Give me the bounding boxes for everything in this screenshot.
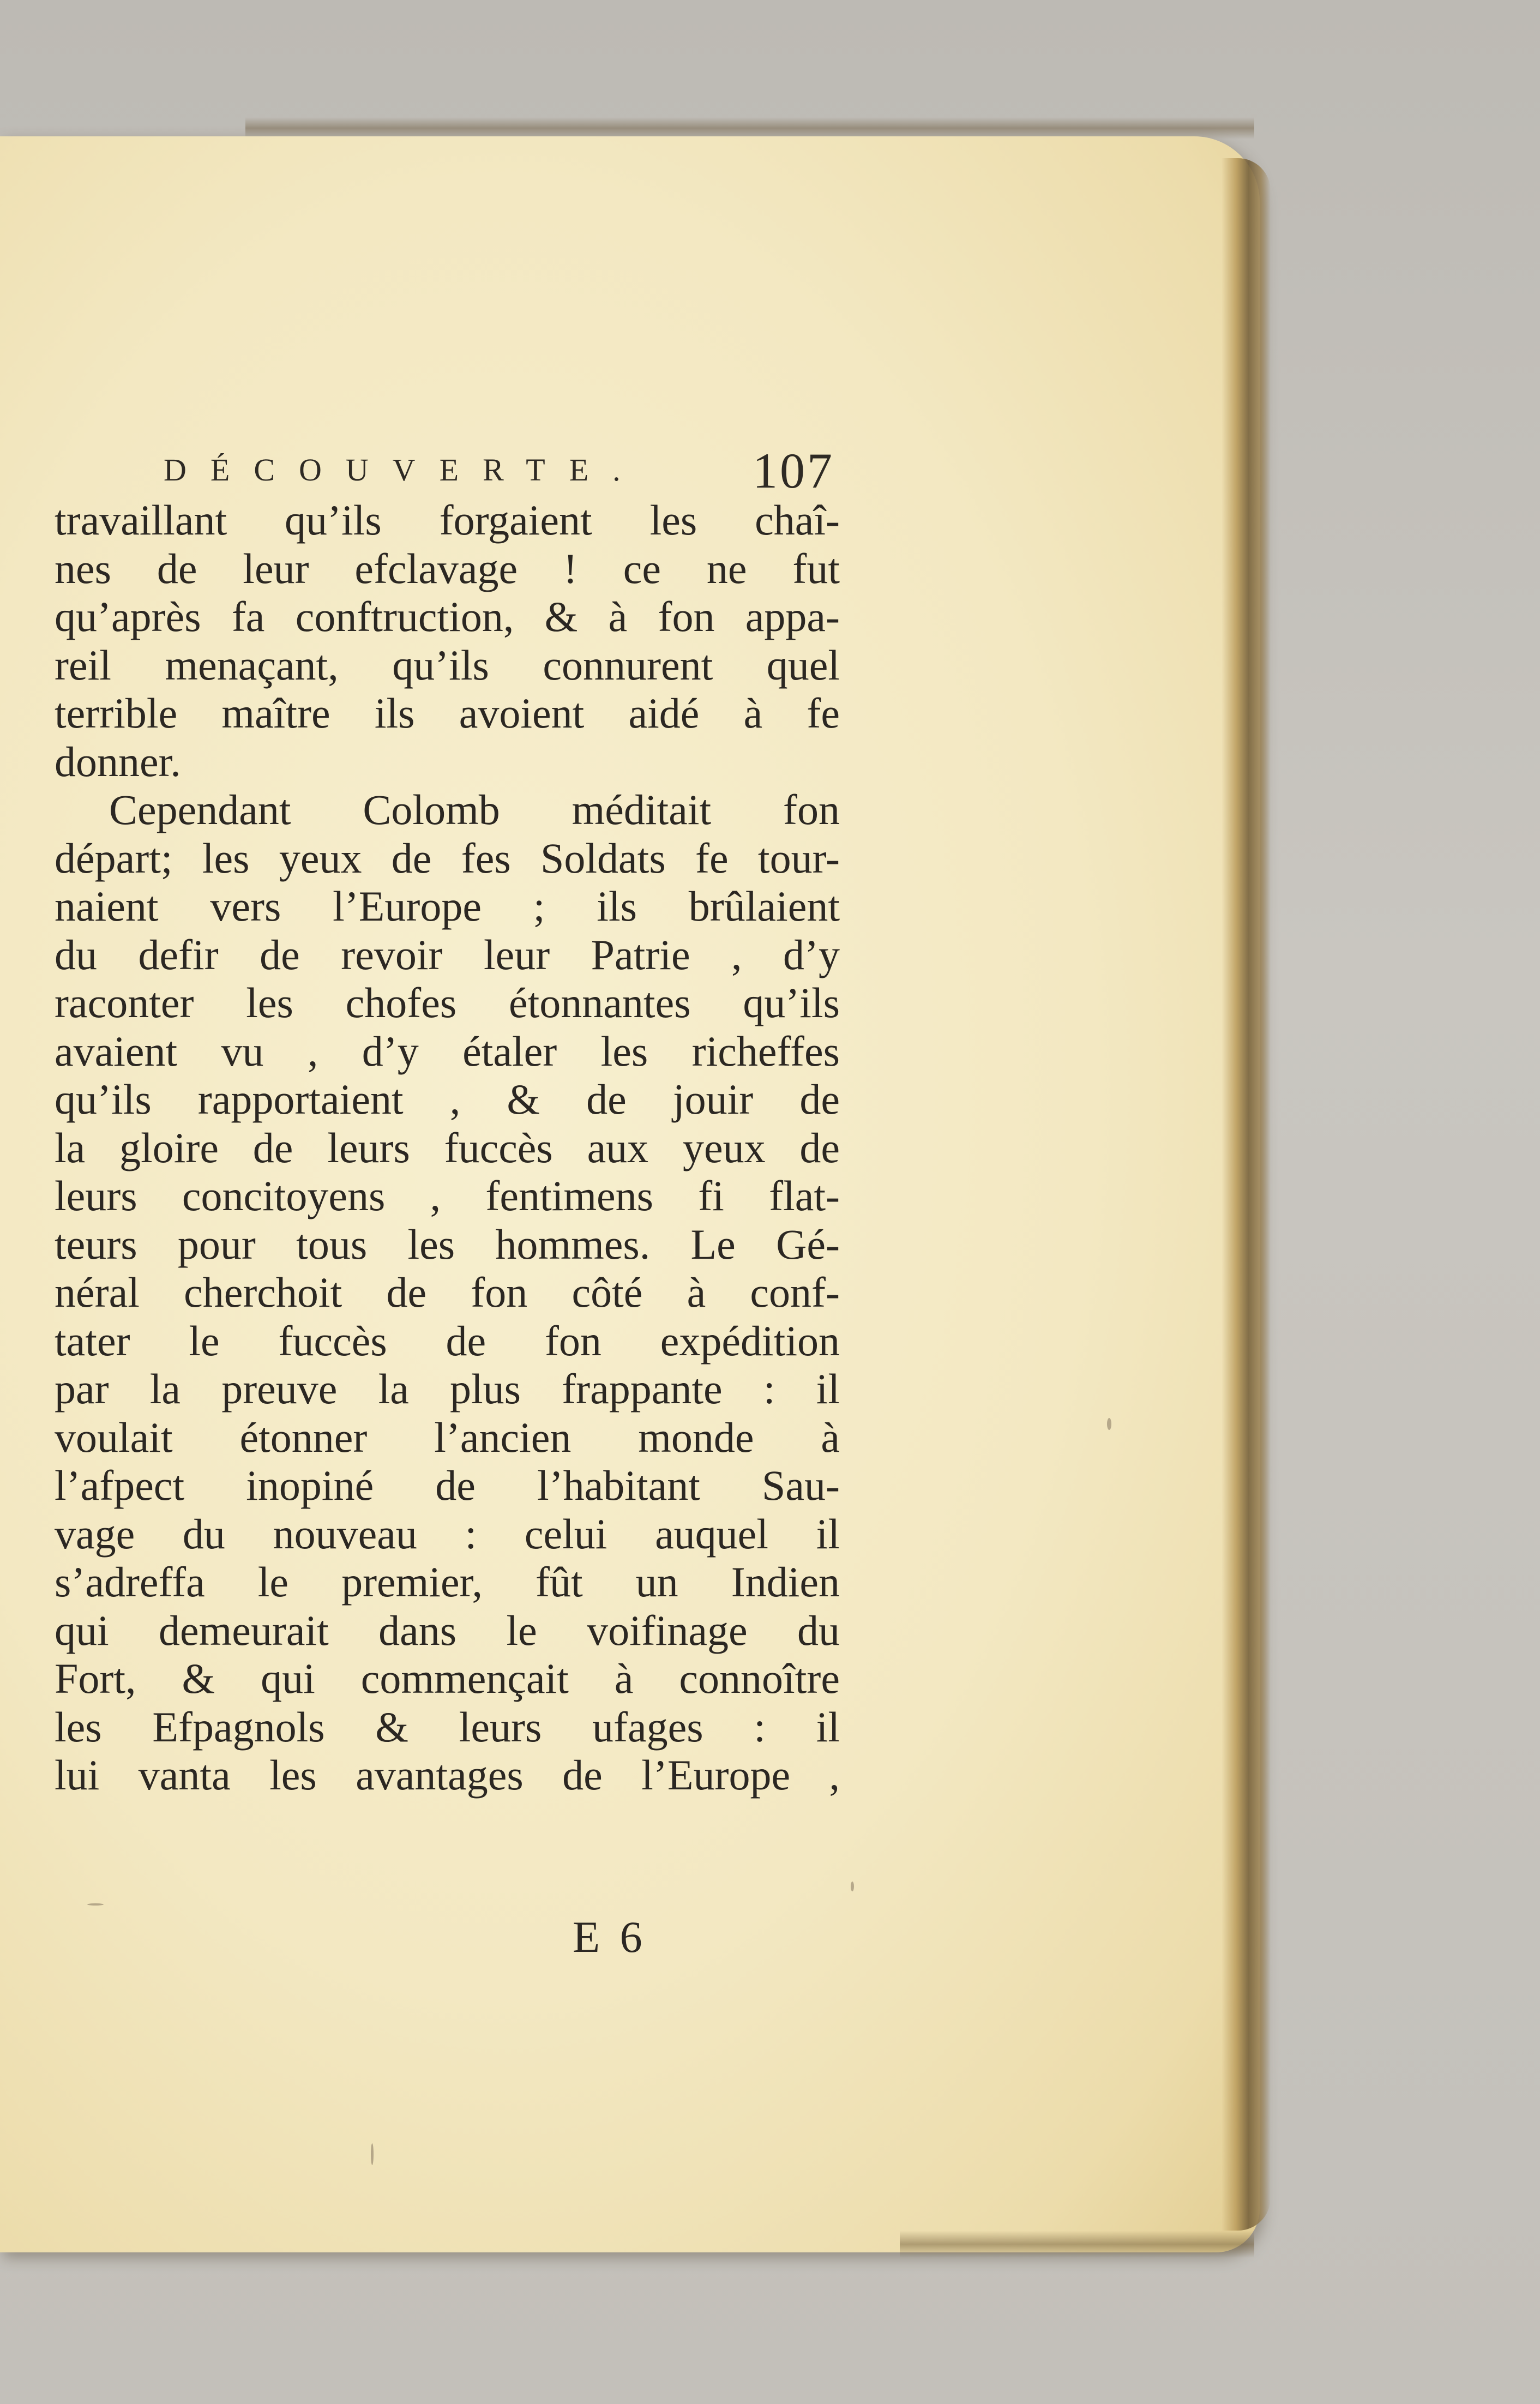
text-line: qu’après fa conftruction, & à fon appa-	[55, 593, 840, 640]
text-line: lui vanta les avantages de l’Europe ,	[55, 1751, 840, 1799]
text-line: raconter les chofes étonnantes qu’ils	[55, 979, 840, 1026]
text-line: vage du nouveau : celui auquel il	[55, 1510, 840, 1558]
text-line: leurs concitoyens , fentimens fi flat-	[55, 1172, 840, 1219]
body-text	[55, 496, 840, 1800]
signature-mark: E 6	[573, 1912, 647, 1962]
text-line: qui demeurait dans le voifinage du	[55, 1606, 840, 1654]
text-line: par la preuve la plus frappante : il	[55, 1365, 840, 1413]
running-head-title: DÉCOUVERTE.	[164, 452, 645, 488]
text-line: Cependant Colomb méditait fon	[109, 786, 840, 833]
text-line: l’afpect inopiné de l’habitant Sau-	[55, 1462, 840, 1509]
text-line: terrible maître ils avoient aidé à fe	[55, 689, 840, 737]
text-line: nes de leur efclavage ! ce ne fut	[55, 544, 840, 592]
paper-speck	[87, 1903, 104, 1906]
text-line: s’adreffa le premier, fût un Indien	[55, 1558, 840, 1606]
text-line: néral cherchoit de fon côté à conf-	[55, 1269, 840, 1316]
text-line: travaillant qu’ils forgaient les chaî-	[55, 496, 840, 544]
page-bottom-edge-shadow	[900, 2231, 1254, 2258]
text-line: départ; les yeux de fes Soldats fe tour-	[55, 834, 840, 882]
paper-speck	[1107, 1418, 1111, 1430]
text-line: les Efpagnols & leurs ufages : il	[55, 1703, 840, 1751]
text-line: naient vers l’Europe ; ils brûlaient	[55, 882, 840, 930]
page-top-edge-shadow	[245, 117, 1254, 139]
text-line: voulait étonner l’ancien monde à	[55, 1413, 840, 1461]
text-line: tater le fuccès de fon expédition	[55, 1317, 840, 1365]
text-line: avaient vu , d’y étaler les richeffes	[55, 1027, 840, 1075]
text-line: teurs pour tous les hommes. Le Gé-	[55, 1220, 840, 1268]
book-page	[0, 136, 1260, 2252]
page-fore-edge	[1222, 158, 1271, 2231]
text-line: qu’ils rapportaient , & de jouir de	[55, 1075, 840, 1123]
text-line: du defir de revoir leur Patrie , d’y	[55, 930, 840, 978]
text-line: la gloire de leurs fuccès aux yeux de	[55, 1123, 840, 1171]
paper-speck	[371, 2143, 374, 2165]
paper-speck	[851, 1882, 854, 1891]
running-head	[164, 442, 834, 502]
page-number: 107	[753, 443, 834, 498]
text-line: Fort, & qui commençait à connoître	[55, 1655, 840, 1702]
text-line: donner.	[55, 737, 181, 785]
text-line: reil menaçant, qu’ils connurent quel	[55, 641, 840, 689]
